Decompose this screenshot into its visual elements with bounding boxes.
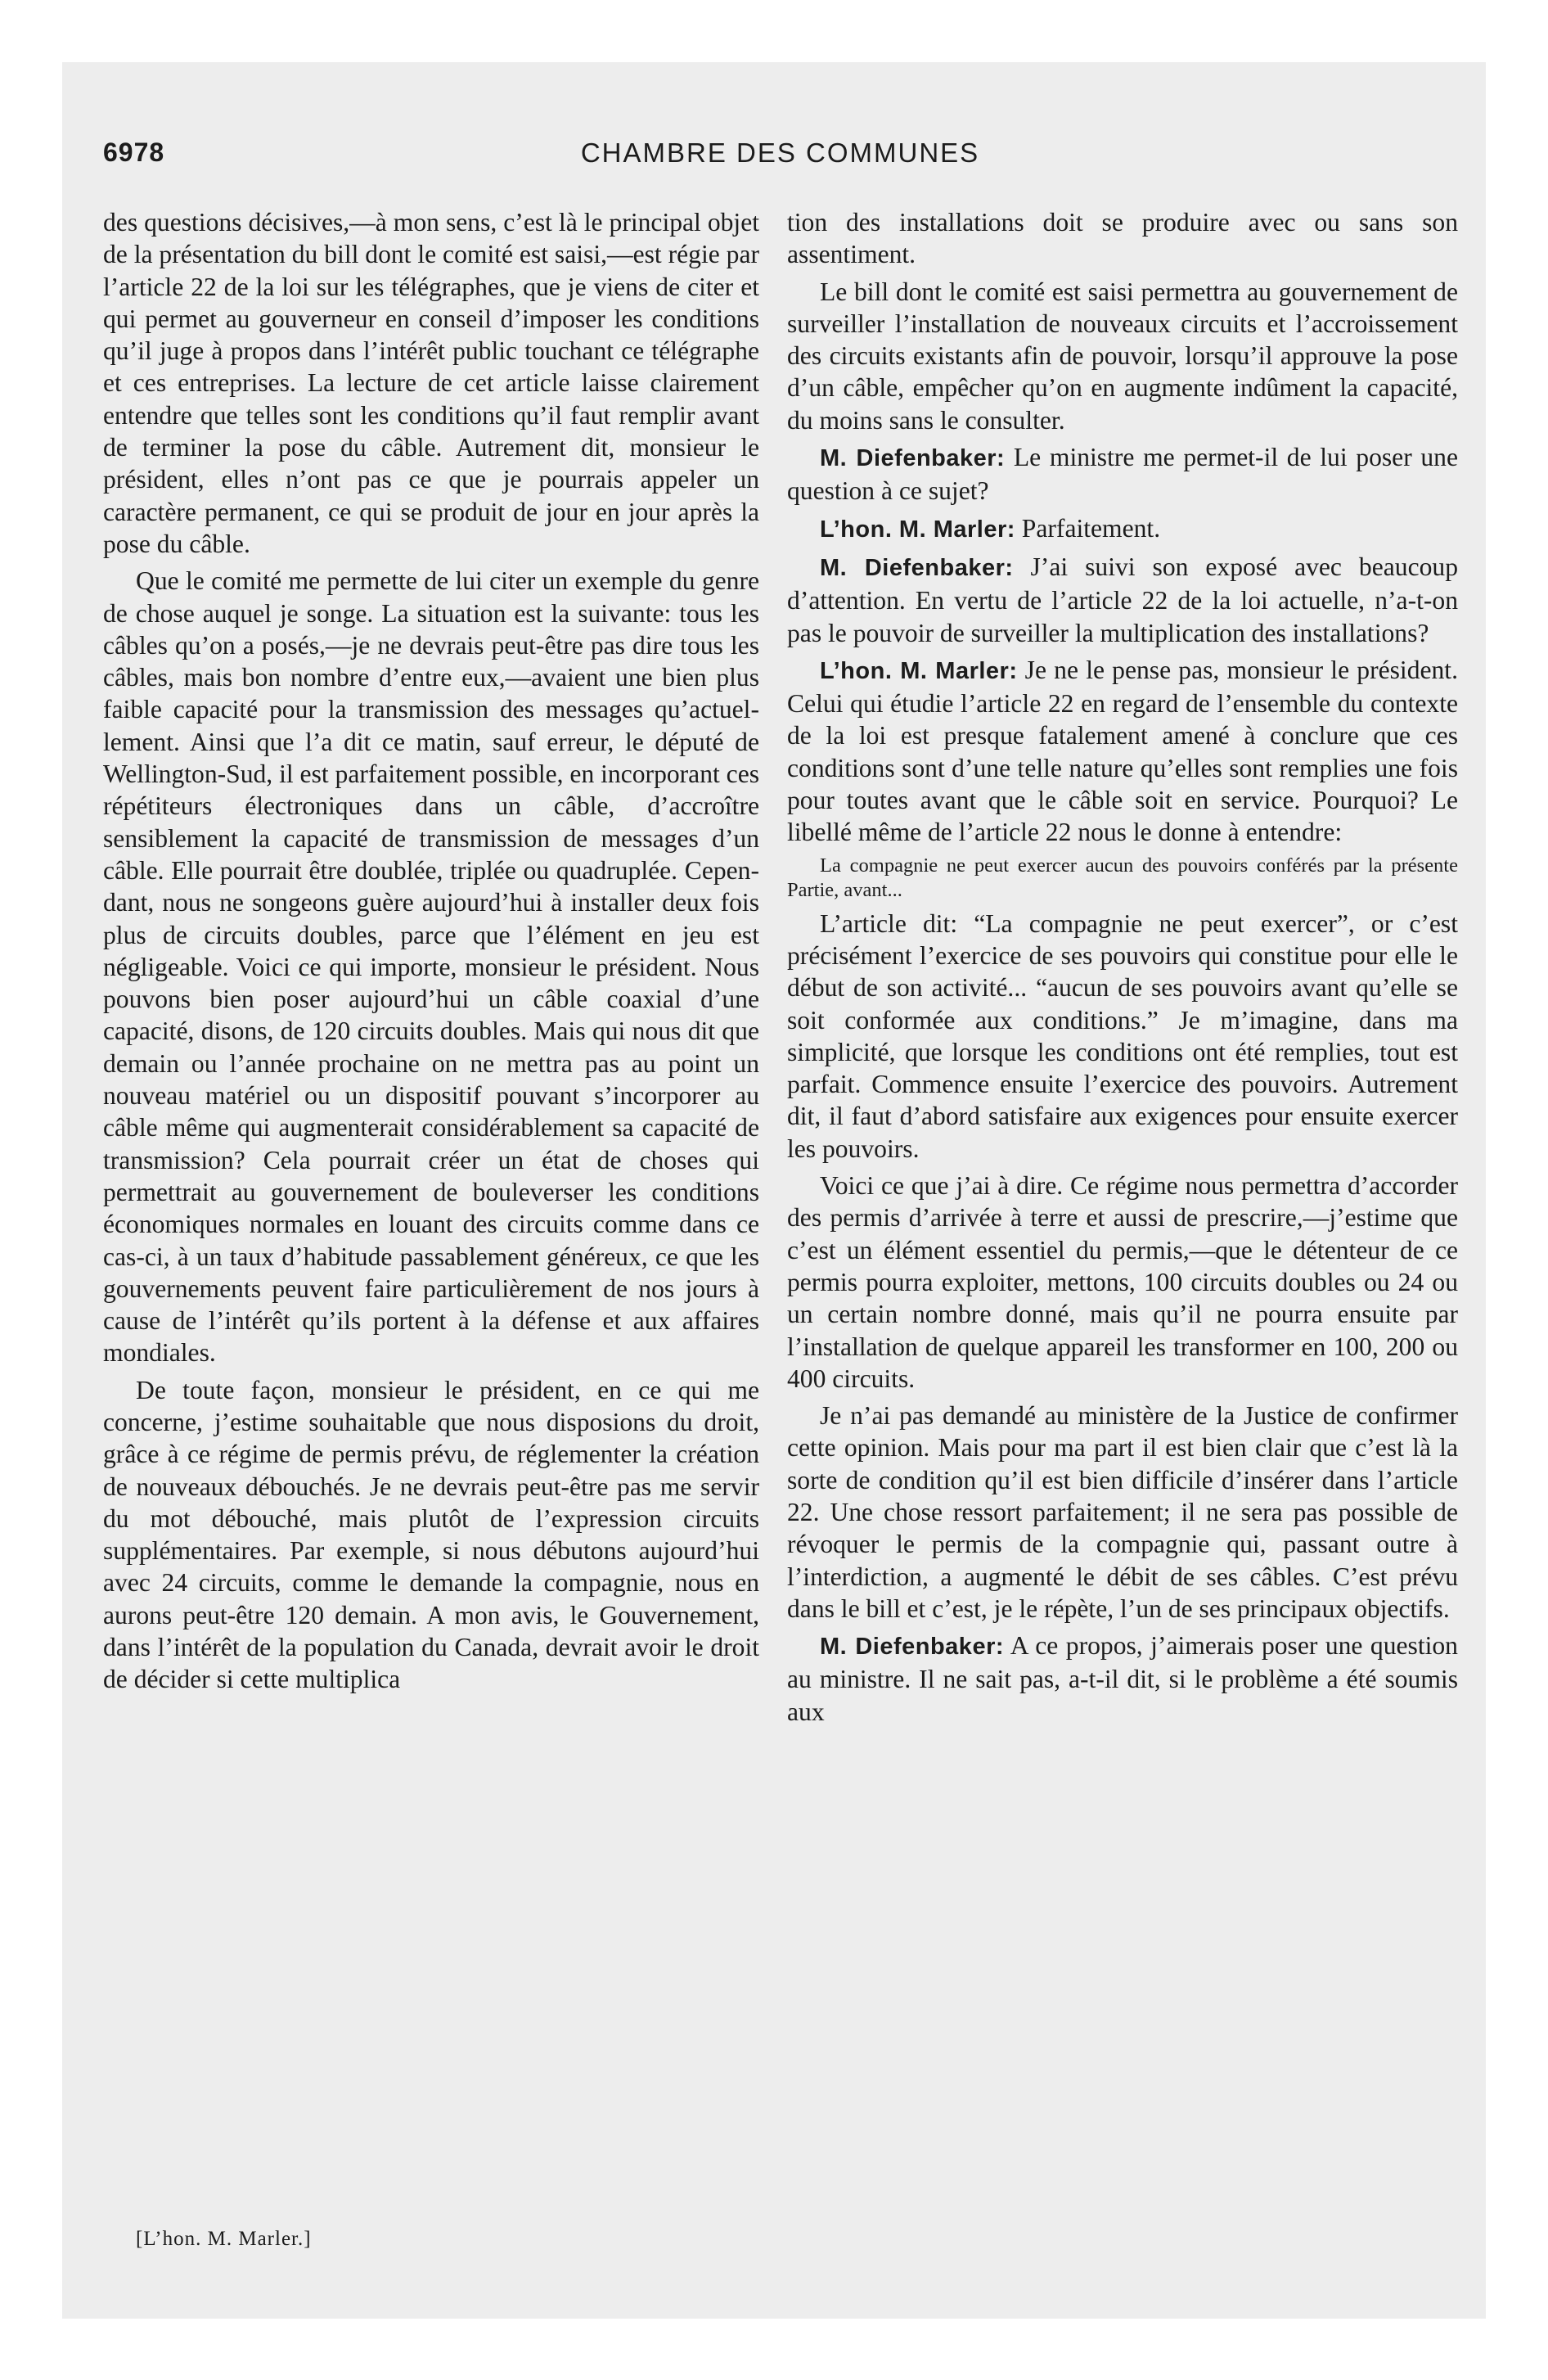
speaker-name: M. Diefenbaker:: [820, 554, 1014, 581]
speech-text: Parfaitement.: [1015, 513, 1161, 543]
speech-text: A ce propos, j’aimerais poser une question au ministre. Il ne sait pas, a-t-il dit, si le problème a été soumis aux: [787, 1631, 1458, 1726]
paragraph: Je n’ai pas demandé au ministère de la Justice de confirmer cette opinion. Mais pour ma part il est bien clair que c’est là la sorte de condition qu’il est bien difficile d’insérer dans l’article 22. Une chose ressort parfaitement; il ne sera pas possible de révoquer le permis de la compagnie qui, passant outre à l’interdiction, a augmenté le débit de ses câbles. C’est prévu dans le bill et c’est, je le répète, l’un de ses principaux objectifs.: [787, 1401, 1458, 1623]
speech-text: J’ai suivi son exposé avec beaucoup d’attention. En vertu de l’article 22 de la loi actuelle, n’a-t-on pas le pouvoir de surveiller la multiplication des installations?: [787, 552, 1458, 647]
running-head: CHAMBRE DES COMMUNES: [580, 137, 980, 168]
speech-text: Le ministre me permet-il de lui poser une question à ce sujet?: [787, 443, 1458, 506]
speech-turn: [787, 551, 1458, 649]
speaker-name: M. Diefenbaker:: [820, 445, 1006, 472]
paragraph: tion des installations doit se produire avec ou sans son assentiment.: [787, 208, 1458, 269]
paragraph: Que le comité me permette de lui citer un exemple du genre de chose auquel je songe. La situation est la suivante: tous les câbles qu’on a posés,—je ne devrais peut-être pas dire tous les câbles, mais bon nombre d’entre eux,—avaient une bien plus faible capacité pour la transmission des messages qu’actuellement. Ainsi que l’a dit ce matin, sauf erreur, le député de Wellington-Sud, il est parfaitement possible, en incorporant ces répétiteurs électroniques dans un câble, d’accroître sensiblement la capacité de transmission de messages d’un câble. Elle pourrait être doublée, triplée ou quadruplée. Cependant, nous ne songeons guère aujourd’hui à installer deux fois plus de circuits doubles, parce que l’élément en jeu est négligeable. Voici ce qui importe, monsieur le président. Nous pouvons bien poser aujourd’hui un câble coaxial d’une capacité, disons, de 120 circuits doubles. Mais qui nous dit que demain ou l’année prochaine on ne mettra pas au point un nouveau matériel ou un dispositif pouvant s’incorporer au câble même qui augmenterait considérablement sa capacité de transmission? Cela pourrait créer un état de choses qui permettrait au gouvernement de bouleverser les conditions économiques normales en louant des circuits comme dans ce cas-ci, à un taux d’habitude passablement généreux, ce que les gouvernements peuvent faire particulièrement de nos jours à cause de l’intérêt qu’ils portent à la défense et aux affaires mondiales.: [103, 566, 760, 1368]
speech-turn: [787, 654, 1458, 849]
block-quote: La compagnie ne peut exercer aucun des pouvoirs conférés par la présente Partie, avant...: [787, 854, 1458, 901]
paragraph: L’article dit: “La compagnie ne peut exercer”, or c’est précisément l’exercice de ses pouvoirs qui constitue pour elle le début de son activité... “aucun de ses pouvoirs avant qu’elle se soit conformée aux conditions.” Je m’imagine, dans ma simplicité, que lorsque les conditions ont été remplies, tout est parfait. Commence ensuite l’exercice des pouvoirs. Autrement dit, il faut d’abord satisfaire aux exigences pour ensuite exercer les pouvoirs.: [787, 908, 1458, 1163]
speech-turn: [787, 1629, 1458, 1728]
page-header: [103, 137, 1457, 178]
paragraph: des questions décisives,—à mon sens, c’est là le principal objet de la présentation du bill dont le comité est saisi,—est régie par l’article 22 de la loi sur les télégraphes, que je viens de citer et qui permet au gouverneur en conseil d’imposer les conditions qu’il juge à propos dans l’intérêt public touchant ce télégraphe et ces entreprises. La lecture de cet article laisse clairement entendre que telles sont les conditions qu’il faut remplir avant de terminer la pose du câble. Autrement dit, monsieur le président, elles n’ont pas ce que je pourrais appeler un caractère permanent, ce qui se produit de jour en jour après la pose du câble.: [103, 208, 759, 558]
right-column: [787, 206, 1458, 2244]
speech-turn: [787, 512, 1458, 546]
speaker-name: L’hon. M. Marler:: [820, 657, 1018, 684]
paragraph: Le bill dont le comité est saisi permettra au gouvernement de surveiller l’installation de nouveaux circuits et l’accroissement des circuits existants afin de pouvoir, lorsqu’il approuve la pose d’un câble, empêcher qu’on en augmente indûment la capacité, du moins sans le consulter.: [787, 277, 1458, 435]
speaker-name: L’hon. M. Marler:: [820, 516, 1015, 543]
speaker-footnote: [L’hon. M. Marler.]: [136, 2228, 312, 2250]
left-column: [103, 206, 759, 2244]
paragraph: Voici ce que j’ai à dire. Ce régime nous permettra d’accorder des permis d’arrivée à terre et aussi de prescrire,—j’estime que c’est un élément essentiel du permis,—que le détenteur de ce permis pourra exploiter, mettons, 100 circuits doubles ou 24 ou un certain nombre donné, mais qu’il ne pourra ensuite par l’installation de quelque appareil les transformer en 100, 200 ou 400 circuits.: [787, 1171, 1458, 1393]
page-number: 6978: [103, 137, 165, 167]
speech-text: Je ne le pense pas, monsieur le président. Celui qui étudie l’article 22 en regard de l’ensemble du contexte de la loi est presque fatalement amené à conclure que ces conditions sont d’une telle nature qu’elles sont remplies une fois pour toutes avant que le câble soit en service. Pourquoi? Le libellé même de l’article 22 nous le donne à entendre:: [787, 655, 1458, 847]
paragraph: De toute façon, monsieur le président, en ce qui me concerne, j’estime souhaitable que nous disposions du droit, grâce à ce régime de permis prévu, de réglementer la création de nouveaux débouchés. Je ne devrais peut-être pas me servir du mot débouché, mais plutôt de l’expression circuits supplémentaires. Par exemple, si nous débutons aujourd’hui avec 24 circuits, comme le demande la compagnie, nous en aurons peut-être 120 demain. A mon avis, le Gouvernement, dans l’intérêt de la population du Canada, devrait avoir le droit de décider si cette multiplica: [103, 1375, 759, 1694]
speaker-name: M. Diefenbaker:: [820, 1634, 1005, 1661]
speech-turn: [787, 441, 1458, 507]
